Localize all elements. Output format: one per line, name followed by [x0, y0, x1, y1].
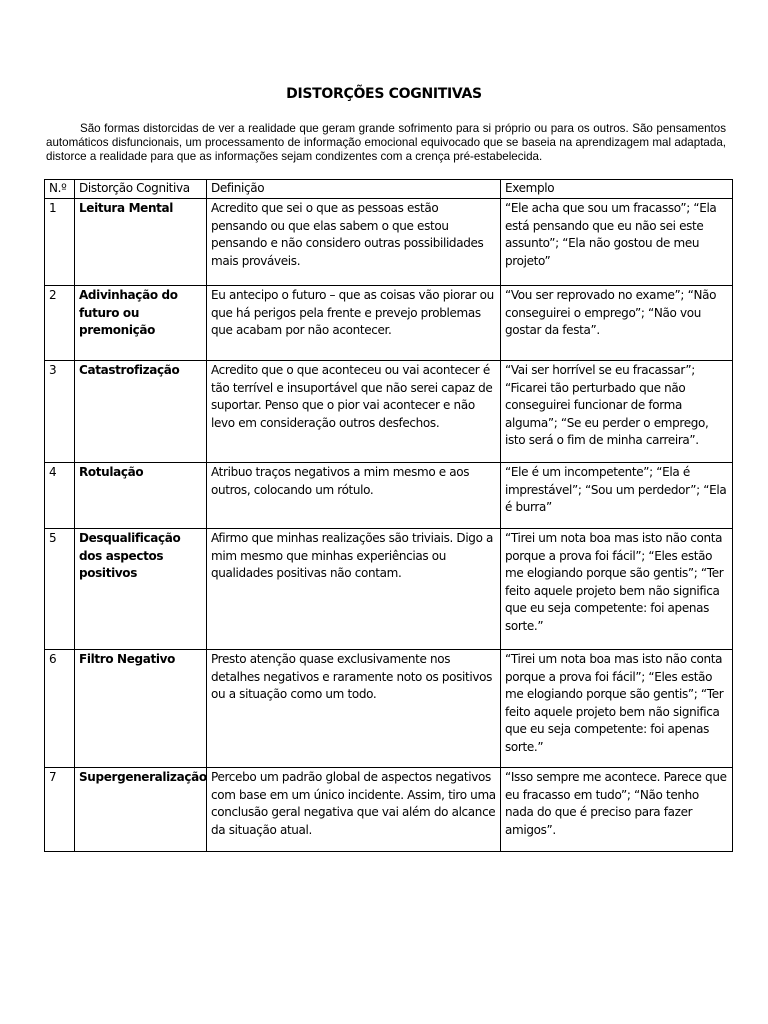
row-example: “Vou ser reprovado no exame”; “Não conseguirei o emprego”; “Não vou gostar da festa”. [501, 286, 733, 361]
row-distortion: Rotulação [75, 463, 207, 529]
row-example: “Ele acha que sou um fracasso”; “Ela está pensando que eu não sei este assunto”; “Ela não gostou de meu projeto” [501, 199, 733, 286]
row-definition: Eu antecipo o futuro – que as coisas vão piorar ou que há perigos pela frente e prevejo problemas que acabam por não acontecer. [207, 286, 501, 361]
row-definition: Presto atenção quase exclusivamente nos detalhes negativos e raramente noto os positivos ou a situação como um todo. [207, 650, 501, 768]
row-number: 4 [45, 463, 75, 529]
row-number: 3 [45, 361, 75, 463]
table-row [45, 199, 733, 286]
row-number: 6 [45, 650, 75, 768]
row-number: 1 [45, 199, 75, 286]
header-distortion: Distorção Cognitiva [75, 180, 207, 199]
header-number: N.º [45, 180, 75, 199]
row-distortion: Catastrofização [75, 361, 207, 463]
table-row [45, 650, 733, 768]
row-example: “Vai ser horrível se eu fracassar”; “Ficarei tão perturbado que não conseguirei funcionar de forma alguma”; “Se eu perder o emprego, isto será o fim de minha carreira”. [501, 361, 733, 463]
row-distortion: Leitura Mental [75, 199, 207, 286]
table-row [45, 463, 733, 529]
row-example: “Ele é um incompetente”; “Ela é imprestável”; “Sou um perdedor”; “Ela é burra” [501, 463, 733, 529]
row-definition: Acredito que o que aconteceu ou vai acontecer é tão terrível e insuportável que não serei capaz de suportar. Penso que o pior vai acontecer e não levo em consideração outros desfechos. [207, 361, 501, 463]
row-definition: Percebo um padrão global de aspectos negativos com base em um único incidente. Assim, tiro uma conclusão geral negativa que vai além do alcance da situação atual. [207, 768, 501, 852]
header-definition: Definição [207, 180, 501, 199]
row-example: “Tirei um nota boa mas isto não conta porque a prova foi fácil”; “Eles estão me elogiando porque são gentis”; “Ter feito aquele projeto bem não significa que eu seja competente: foi apenas sorte.” [501, 650, 733, 768]
row-distortion: Filtro Negativo [75, 650, 207, 768]
table-row [45, 361, 733, 463]
row-number: 2 [45, 286, 75, 361]
row-example: “Tirei um nota boa mas isto não conta porque a prova foi fácil”; “Eles estão me elogiando porque são gentis”; “Ter feito aquele projeto bem não significa que eu seja competente: foi apenas sorte.” [501, 529, 733, 650]
table-header-row [45, 180, 733, 199]
intro-paragraph: São formas distorcidas de ver a realidade que geram grande sofrimento para si próprio ou para os outros. São pensamentos automáticos disfuncionais, um processamento de informação emocional equivocado que se baseia na aprendizagem mal adaptada, distorce a realidade para que as informações sejam condizentes com a crença pré-estabelecida. [46, 122, 726, 163]
row-definition: Atribuo traços negativos a mim mesmo e aos outros, colocando um rótulo. [207, 463, 501, 529]
table-row [45, 768, 733, 852]
row-number: 7 [45, 768, 75, 852]
row-distortion: Desqualificação dos aspectos positivos [75, 529, 207, 650]
table-row [45, 286, 733, 361]
row-distortion: Supergeneralização [75, 768, 207, 852]
row-definition: Afirmo que minhas realizações são triviais. Digo a mim mesmo que minhas experiências ou qualidades positivas não contam. [207, 529, 501, 650]
header-example: Exemplo [501, 180, 733, 199]
distortions-table [44, 179, 733, 852]
row-distortion: Adivinhação do futuro ou premonição [75, 286, 207, 361]
row-definition: Acredito que sei o que as pessoas estão pensando ou que elas sabem o que estou pensando e não considero outras possibilidades mais prováveis. [207, 199, 501, 286]
document-title: DISTORÇÕES COGNITIVAS [286, 86, 482, 102]
row-number: 5 [45, 529, 75, 650]
table-row [45, 529, 733, 650]
row-example: “Isso sempre me acontece. Parece que eu fracasso em tudo”; “Não tenho nada do que é preciso para fazer amigos”. [501, 768, 733, 852]
